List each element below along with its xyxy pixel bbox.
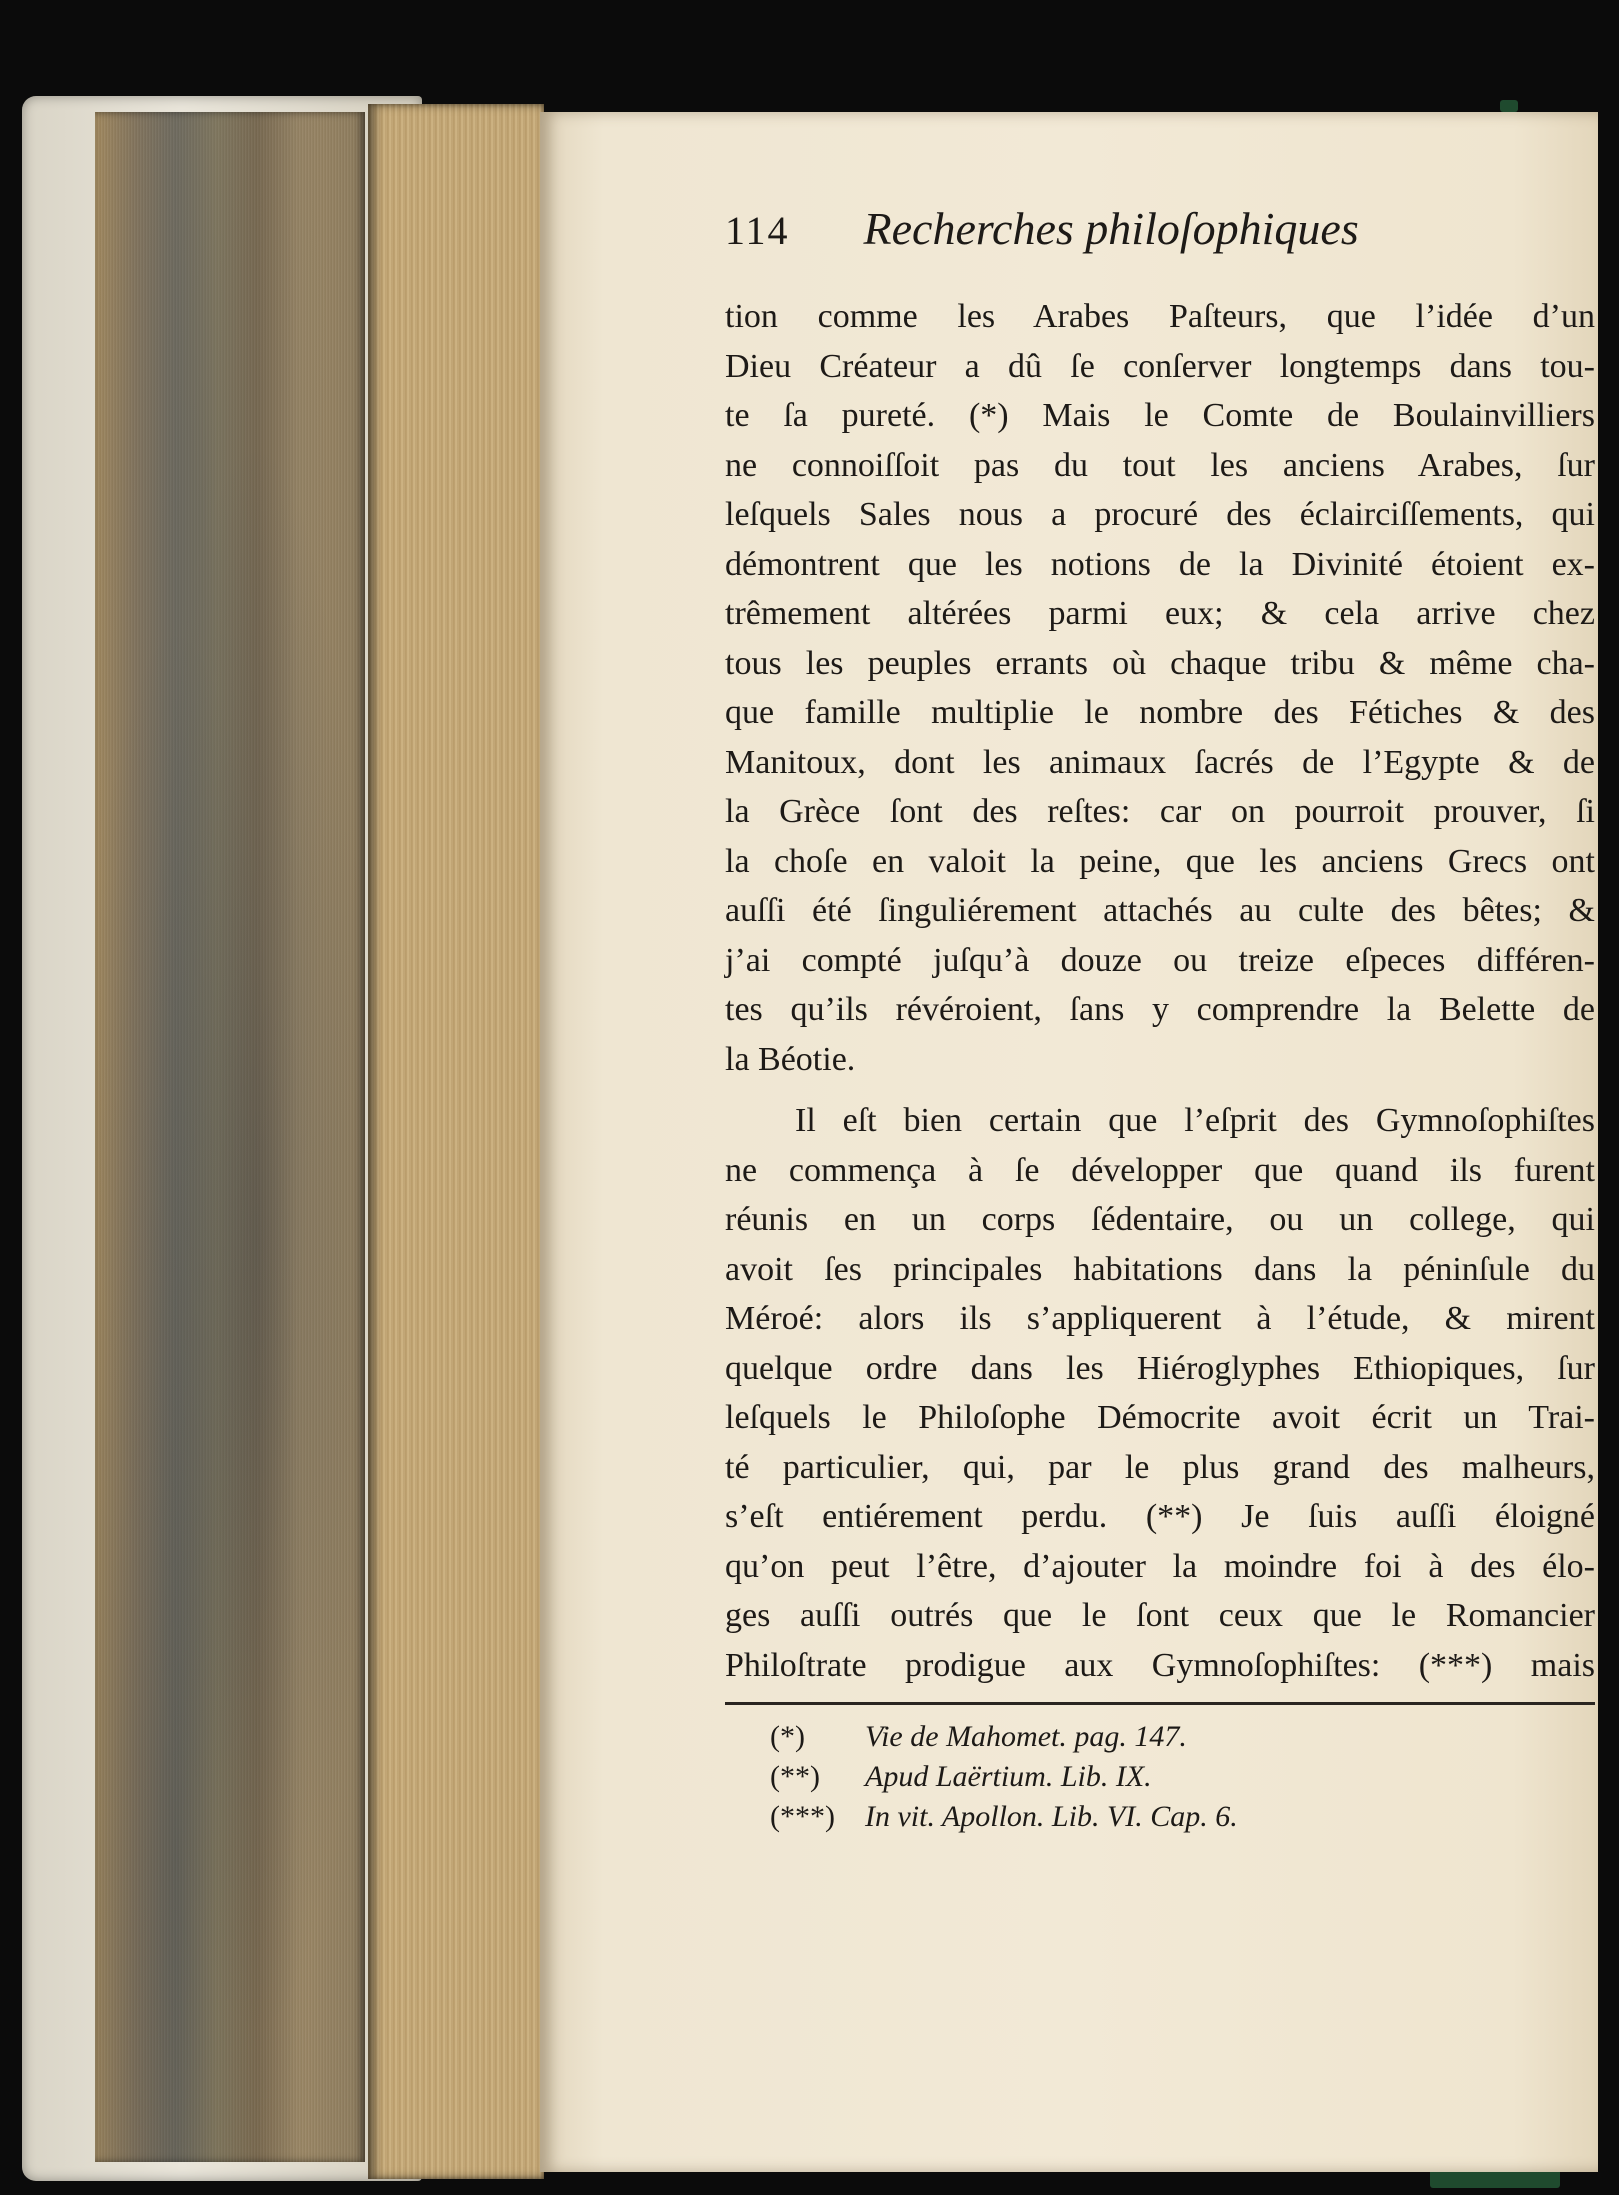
text-line: Dieu Créateur a dû ſe conſerver longtemps dans tou- xyxy=(725,347,1595,385)
text-line: te ſa pureté. (*) Mais le Comte de Boulainvilliers xyxy=(725,397,1595,434)
text-line: tion comme les Arabes Paſteurs, que l’idée d’un xyxy=(725,298,1595,335)
footnote-text: In vit. Apollon. Lib. VI. Cap. 6. xyxy=(865,1800,1238,1833)
footnote-text: Vie de Mahomet. pag. 147. xyxy=(865,1720,1187,1753)
text-line: réunis en un corps ſédentaire, ou un college, qui xyxy=(725,1201,1595,1238)
footnote xyxy=(770,1797,1470,1837)
text-line: ne commença à ſe développer que quand ils furent xyxy=(725,1151,1595,1189)
text-line: auſſi été ſinguliérement attachés au culte des bêtes; & xyxy=(725,892,1595,929)
footnote-rule xyxy=(725,1702,1595,1705)
footnotes xyxy=(770,1717,1470,1837)
body-text xyxy=(725,292,1595,1690)
text-line: Méroé: alors ils s’appliquerent à l’étude, & mirent xyxy=(725,1300,1595,1337)
text-line: avoit ſes principales habitations dans la péninſule du xyxy=(725,1250,1595,1288)
text-line: leſquels le Philoſophe Démocrite avoit écrit un Trai- xyxy=(725,1399,1595,1436)
text-line: la Grèce ſont des reſtes: car on pourroit prouver, ſi xyxy=(725,793,1595,830)
book-page xyxy=(540,112,1598,2172)
text-line-indented: Il eſt bien certain que l’eſprit des Gymnoſophiſtes xyxy=(795,1102,1595,1139)
page-number: 114 xyxy=(725,208,790,253)
footnote xyxy=(770,1717,1470,1757)
paragraph-gap xyxy=(725,1084,1595,1096)
text-line: s’eſt entiérement perdu. (**) Je ſuis auſſi éloigné xyxy=(725,1498,1595,1535)
running-title: Recherches philoſophiques xyxy=(863,203,1359,254)
footnote-mark: (**) xyxy=(770,1760,820,1793)
text-line: qu’on peut l’être, d’ajouter la moindre foi à des élo- xyxy=(725,1547,1595,1585)
text-line: leſquels Sales nous a procuré des éclairciſſements, qui xyxy=(725,496,1595,533)
text-line: ne connoiſſoit pas du tout les anciens Arabes, ſur xyxy=(725,446,1595,484)
ribbon-top xyxy=(1500,100,1518,112)
text-line: trêmement altérées parmi eux; & cela arrive chez xyxy=(725,595,1595,632)
footnote-mark: (*) xyxy=(770,1720,805,1753)
footnote-mark: (***) xyxy=(770,1800,835,1833)
text-line: j’ai compté juſqu’à douze ou treize eſpeces différen- xyxy=(725,941,1595,979)
text-line: quelque ordre dans les Hiéroglyphes Ethiopiques, ſur xyxy=(725,1349,1595,1387)
text-line: Philoſtrate prodigue aux Gymnoſophiſtes: (***) mais xyxy=(725,1646,1595,1684)
text-line: démontrent que les notions de la Divinité étoient ex- xyxy=(725,545,1595,583)
text-line: la choſe en valoit la peine, que les anciens Grecs ont xyxy=(725,842,1595,880)
text-line: té particulier, qui, par le plus grand des malheurs, xyxy=(725,1448,1595,1486)
text-line: Manitoux, dont les animaux ſacrés de l’Egypte & de xyxy=(725,743,1595,781)
footnote-text: Apud Laërtium. Lib. IX. xyxy=(865,1760,1152,1793)
text-line: ges auſſi outrés que le ſont ceux que le Romancier xyxy=(725,1597,1595,1634)
page-fore-edge xyxy=(95,112,365,2162)
text-line: que famille multiplie le nombre des Fétiches & des xyxy=(725,694,1595,731)
page-block-edges xyxy=(368,104,544,2179)
text-line: tous les peuples errants où chaque tribu & même cha- xyxy=(725,644,1595,682)
running-head xyxy=(725,202,1425,255)
text-line: tes qu’ils révéroient, ſans y comprendre la Belette de xyxy=(725,991,1595,1028)
footnote xyxy=(770,1757,1470,1797)
text-line-last: la Béotie. xyxy=(725,1040,856,1078)
